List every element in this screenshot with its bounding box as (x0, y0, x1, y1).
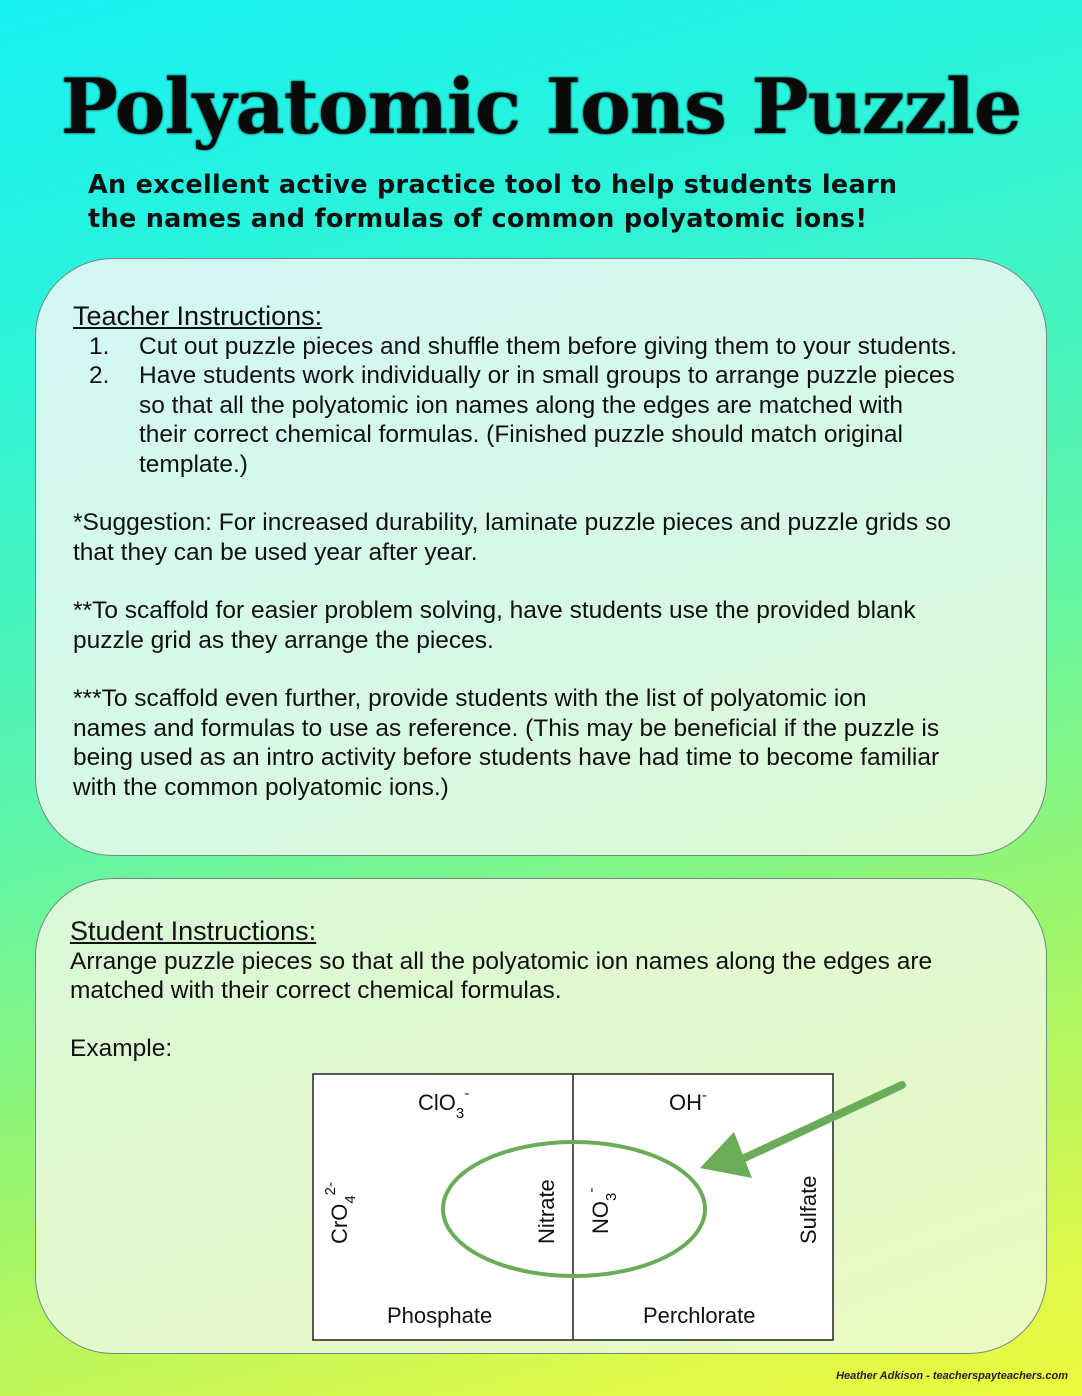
step-line: template.) (139, 450, 248, 478)
note-line: that they can be used year after year. (73, 538, 478, 566)
student-line: matched with their correct chemical formulas. (70, 977, 562, 1004)
note-line: with the common polyatomic ions.) (73, 773, 449, 801)
note-line: names and formulas to use as reference. (This may be beneficial if the puzzle is (73, 714, 940, 742)
label-sulfate: Sulfate (796, 1175, 821, 1244)
step-item (73, 332, 1023, 362)
footer-credit: Heather Adkison - teacherspayteachers.com (836, 1370, 1068, 1382)
formula-chromate: CrO$_4^{2-}$ (322, 1181, 359, 1244)
step-number: 2. (89, 362, 110, 389)
note-line: *Suggestion: For increased durability, laminate puzzle pieces and puzzle grids so (73, 509, 951, 536)
step-number: 1. (89, 332, 110, 360)
step-line: Have students work individually or in small groups to arrange puzzle pieces (139, 362, 955, 389)
formula-chlorate: ClO$_3$- (418, 1085, 470, 1122)
step-line: their correct chemical formulas. (Finished puzzle should match original (139, 421, 903, 448)
scaffold-note (73, 596, 1023, 655)
note-line: puzzle grid as they arrange the pieces. (73, 626, 494, 654)
label-nitrate: Nitrate (534, 1179, 559, 1244)
suggestion-note (73, 508, 1023, 567)
note-line: being used as an intro activity before students have had time to become familiar (73, 744, 940, 771)
teacher-steps (73, 332, 1023, 480)
student-instructions-heading: Student Instructions: (70, 916, 317, 946)
teacher-instructions-heading: Teacher Instructions: (73, 301, 323, 331)
formula-hydroxide: OH- (669, 1087, 707, 1115)
step-line: so that all the polyatomic ion names along the edges are matched with (139, 391, 904, 419)
example-label: Example: (70, 1034, 173, 1062)
example-puzzle (300, 1066, 910, 1351)
teacher-instructions (73, 302, 1023, 802)
subtitle-line: An excellent active practice tool to help students learn (88, 170, 898, 200)
student-line: Arrange puzzle pieces so that all the polyatomic ion names along the edges are (70, 947, 933, 975)
subtitle (88, 168, 1018, 236)
student-instructions (70, 917, 1020, 1063)
scaffold-further-note (73, 684, 1023, 802)
step-line: Cut out puzzle pieces and shuffle them before giving them to your students. (139, 332, 958, 360)
subtitle-line: the names and formulas of common polyatomic ions! (88, 204, 868, 234)
note-line: ***To scaffold even further, provide students with the list of polyatomic ion (73, 685, 867, 712)
formula-nitrate: $NO_3^-$ (583, 1187, 620, 1234)
step-item (73, 361, 1023, 479)
note-line: **To scaffold for easier problem solving, have students use the provided blank (73, 597, 916, 624)
label-phosphate: Phosphate (387, 1303, 493, 1328)
label-perchlorate: Perchlorate (643, 1303, 756, 1328)
page-title: Polyatomic Ions Puzzle (60, 62, 1022, 151)
